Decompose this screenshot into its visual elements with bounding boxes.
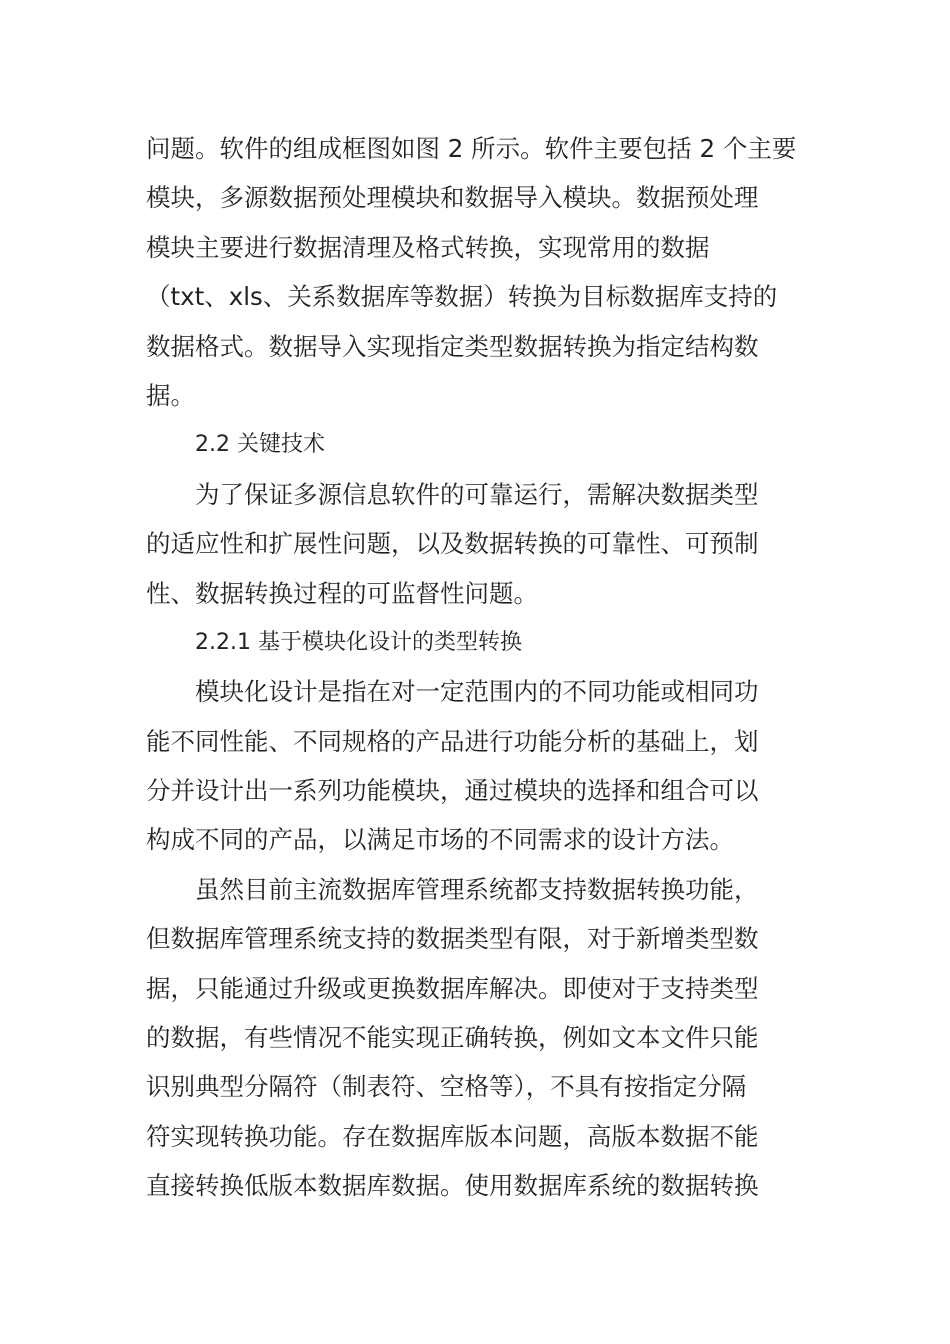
- paragraph-intro-continuation: [146, 124, 806, 420]
- text-line: 为了保证多源信息软件的可靠运行，需解决数据类型: [195, 479, 759, 509]
- paragraph-modular-design: [146, 667, 806, 865]
- section-heading-2-2: [146, 420, 806, 469]
- heading-text: 2.2.1 基于模块化设计的类型转换: [195, 629, 522, 655]
- text-line: 的数据，有些情况不能实现正确转换，例如文本文件只能: [146, 1023, 759, 1053]
- text-line: （txt、xls、关系数据库等数据）转换为目标数据库支持的: [146, 282, 778, 312]
- text-line: 直接转换低版本数据库数据。使用数据库系统的数据转换: [146, 1171, 759, 1201]
- document-body: [146, 124, 806, 1211]
- paragraph-database-conversion: [146, 865, 806, 1211]
- text-line: 虽然目前主流数据库管理系统都支持数据转换功能，: [195, 874, 759, 904]
- section-heading-2-2-1: [146, 618, 806, 667]
- paragraph-reliability: [146, 470, 806, 618]
- text-line: 据，只能通过升级或更换数据库解决。即使对于支持类型: [146, 973, 759, 1003]
- heading-text: 2.2 关键技术: [195, 432, 325, 458]
- text-line: 能不同性能、不同规格的产品进行功能分析的基础上，划: [146, 726, 759, 756]
- text-line: 但数据库管理系统支持的数据类型有限，对于新增类型数: [146, 924, 759, 954]
- text-line: 数据格式。数据导入实现指定类型数据转换为指定结构数: [146, 331, 759, 361]
- text-line: 问题。软件的组成框图如图 2 所示。软件主要包括 2 个主要: [146, 134, 797, 163]
- text-line: 分并设计出一系列功能模块，通过模块的选择和组合可以: [146, 776, 759, 806]
- text-line: 模块化设计是指在对一定范围内的不同功能或相同功: [195, 677, 759, 707]
- text-line: 符实现转换功能。存在数据库版本问题，高版本数据不能: [146, 1121, 759, 1151]
- text-line: 性、数据转换过程的可监督性问题。: [146, 578, 538, 608]
- text-line: 据。: [146, 380, 195, 410]
- text-line: 模块，多源数据预处理模块和数据导入模块。数据预处理: [146, 183, 759, 213]
- text-line: 识别典型分隔符（制表符、空格等），不具有按指定分隔: [146, 1072, 747, 1102]
- text-line: 的适应性和扩展性问题，以及数据转换的可靠性、可预制: [146, 529, 759, 559]
- text-line: 构成不同的产品，以满足市场的不同需求的设计方法。: [146, 825, 734, 855]
- text-line: 模块主要进行数据清理及格式转换，实现常用的数据: [146, 232, 710, 262]
